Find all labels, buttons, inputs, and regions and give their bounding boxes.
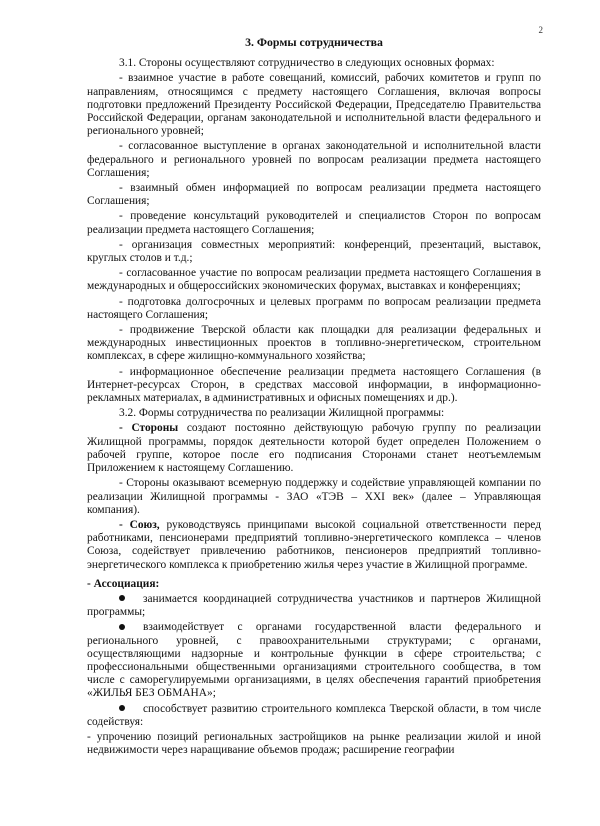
association-item bbox=[87, 621, 541, 700]
union-lead: - Союз, bbox=[119, 518, 160, 531]
housing-paragraph-1-text: создают постоянно действующую рабочую группу по реализации Жилищной программы, порядок деятельности которой будет определен Положением о рабочей группе, которое после его подписания Сторонами станет неотъемлемым Приложением к настоящему Соглашению. bbox=[87, 422, 541, 475]
parties-lead: - Стороны bbox=[119, 422, 179, 435]
section-3-2-intro: 3.2. Формы сотрудничества по реализации Жилищной программы: bbox=[119, 407, 445, 420]
association-heading: - Ассоциация: bbox=[87, 577, 160, 590]
housing-paragraph-2: - Стороны оказывают всемерную поддержку и содействие управляющей компании по реализации Жилищной программы - ЗАО «ТЭВ – XXI век» (далее – Управляющая компания). bbox=[87, 477, 541, 516]
form-item: - согласованное выступление в органах законодательной и исполнительной власти федерального и регионального уровней по вопросам реализации предмета настоящего Соглашения; bbox=[87, 140, 541, 179]
housing-paragraph-3-text: руководствуясь принципами высокой социальной ответственности перед работниками, пенсионерами предприятий топливно-энергетического комплекса – членов Союза, содействует привлечению работников, пенсионеров предприятий топливно-энергетического комплекса к приобретению жилья через участие в Жилищной программе. bbox=[87, 518, 542, 571]
housing-paragraph-1 bbox=[87, 422, 541, 475]
page-number: 2 bbox=[538, 25, 543, 35]
section-3-1-intro: 3.1. Стороны осуществляют сотрудничество в следующих основных формах: bbox=[119, 57, 495, 70]
association-item-text: занимается координацией сотрудничества участников и партнеров Жилищной программы; bbox=[87, 592, 541, 619]
form-item: - продвижение Тверской области как площадки для реализации федеральных и международных инвестиционных проектов в топливно-энергетическом, строительном комплексах, в сфере жилищно-коммунального хозяйства; bbox=[87, 324, 541, 363]
bullet-icon bbox=[119, 624, 125, 630]
form-item: - проведение консультаций руководителей и специалистов Сторон по вопросам реализации предмета настоящего Соглашения; bbox=[87, 210, 541, 236]
form-item: - информационное обеспечение реализации предмета настоящего Соглашения (в Интернет-ресурсах Сторон, в средствах массовой информации, в информационно-рекламных материалах, в административных и офисных помещениях и др.). bbox=[87, 365, 541, 405]
housing-paragraph-3 bbox=[87, 519, 541, 572]
bullet-icon bbox=[119, 705, 125, 711]
association-item-text: способствует развитию строительного комплекса Тверской области, в том числе содействуя: bbox=[87, 702, 541, 728]
form-item: - взаимное участие в работе совещаний, комиссий, рабочих комитетов и групп по направлениям, относящимся с предмету настоящего Соглашения, включая вопросы подготовки предложений Президенту Российской Федерации, Председателю Правительства Российской Федерации, органам законодательной и исполнительной власти федерального и регионального уровней; bbox=[87, 72, 541, 138]
form-item: - подготовка долгосрочных и целевых программ по вопросам реализации предмета настоящего Соглашения; bbox=[87, 295, 541, 321]
bullet-icon bbox=[119, 595, 125, 601]
association-item bbox=[87, 703, 541, 729]
association-item-text: взаимодействует с органами государственной власти федерального и регионального уровней, с правоохранительными структурами; с органами, осуществляющими надзорные и контрольные функции в сфере строительства; с профессиональными общественными организациями строительного сообщества, в том числе с саморегулируемыми организациями, в целях обеспечения гарантий приобретения «ЖИЛЬЯ БЕЗ ОБМАНА»; bbox=[87, 621, 541, 700]
form-item: - организация совместных мероприятий: конференций, презентаций, выставок, круглых столов и т.д.; bbox=[87, 238, 541, 265]
form-item: - взаимный обмен информацией по вопросам реализации предмета настоящего Соглашения; bbox=[87, 182, 541, 208]
section-heading: 3. Формы сотрудничества bbox=[245, 35, 383, 49]
tail-paragraph: - упрочению позиций региональных застройщиков на рынке реализации жилой и иной недвижимости через наращивание объемов продаж; расширение географии bbox=[87, 730, 541, 757]
document-body bbox=[87, 36, 541, 759]
association-item bbox=[87, 593, 541, 619]
form-item: - согласованное участие по вопросам реализации предмета настоящего Соглашения в международных и общероссийских экономических форумах, выставках и конференциях; bbox=[87, 267, 541, 293]
